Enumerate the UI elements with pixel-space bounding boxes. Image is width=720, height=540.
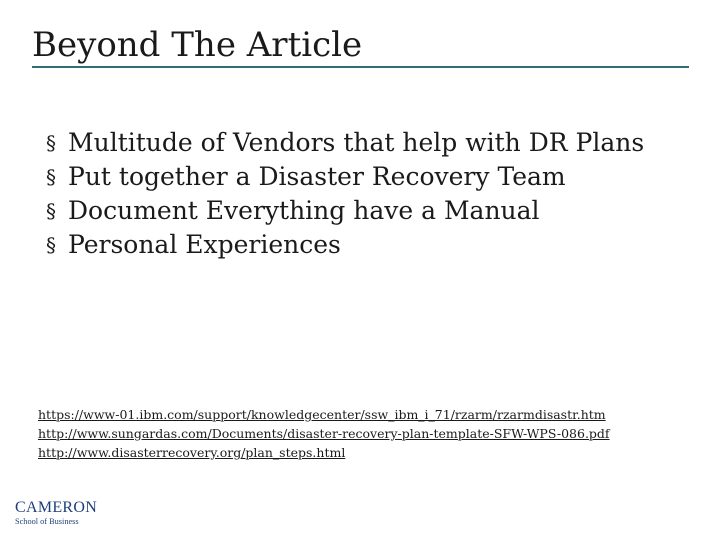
bullet-text: Multitude of Vendors that help with DR Plans	[68, 128, 645, 157]
slide-title: Beyond The Article	[32, 25, 363, 65]
reference-links	[38, 405, 678, 462]
bullet-marker-icon: §	[46, 199, 56, 223]
reference-link-disasterrecovery[interactable]: http://www.disasterrecovery.org/plan_steps.html	[38, 445, 346, 460]
bullet-marker-icon: §	[46, 165, 56, 189]
title-underline	[32, 66, 689, 68]
logo-subtitle: School of Business	[15, 517, 79, 526]
bullet-text: Document Everything have a Manual	[68, 196, 540, 225]
bullet-marker-icon: §	[46, 233, 56, 257]
bullet-item	[46, 160, 686, 194]
bullet-text: Personal Experiences	[68, 230, 341, 259]
bullet-marker-icon: §	[46, 131, 56, 155]
reference-link-ibm[interactable]: https://www-01.ibm.com/support/knowledgecenter/ssw_ibm_i_71/rzarm/rzarmdisastr.htm	[38, 407, 606, 422]
bullet-text: Put together a Disaster Recovery Team	[68, 162, 566, 191]
logo-wordmark: CAMERON	[15, 499, 98, 516]
bullet-item	[46, 126, 686, 160]
bullet-item	[46, 194, 686, 228]
cameron-logo	[14, 497, 104, 529]
bullet-item	[46, 228, 686, 262]
bullet-list	[46, 126, 686, 262]
reference-link-sungard[interactable]: http://www.sungardas.com/Documents/disaster-recovery-plan-template-SFW-WPS-086.pdf	[38, 426, 610, 441]
